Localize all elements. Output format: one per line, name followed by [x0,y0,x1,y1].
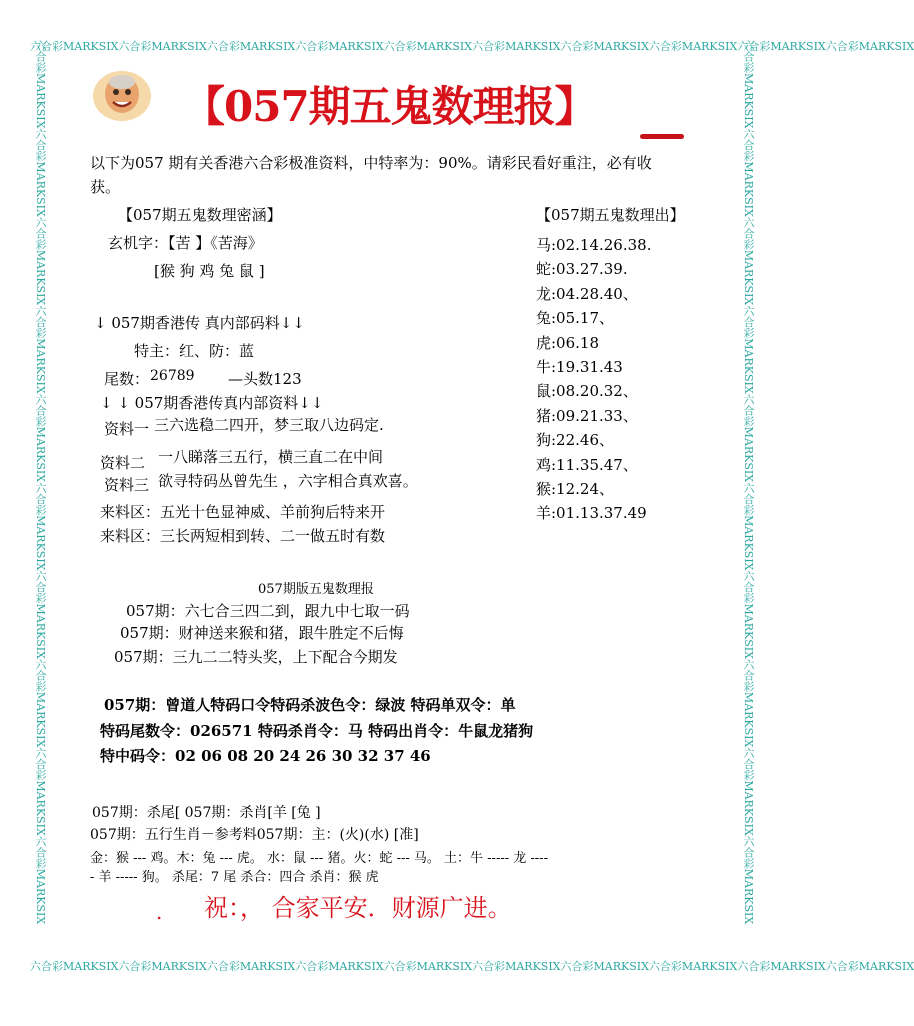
bottom-line-4: - 羊 ----- 狗。 杀尾：7 尾 杀合：四合 杀肖：猴 虎 [90,870,379,885]
zodiac-title: 【057期五鬼数理出】 [536,206,685,224]
border-right: 六合彩MARKSIX六合彩MARKSIX六合彩MARKSIX六合彩MARKSIX六合彩MARKSIX六合彩MARKSIX六合彩MARKSIX六合彩MARKSIX六合彩MARKSIX六合彩MARKSIX [742,40,755,925]
bold-line-2: 特码尾数令：026571 特码杀肖令：马 特码出肖令：牛鼠龙猪狗 [100,722,534,740]
meaning-title: 【057期五鬼数理密涵】 [118,206,282,224]
hk-title-2: ↓ ↓ 057期香港传真内部资料↓↓ [100,394,324,412]
zodiac-item: 羊:01.13.37.49 [536,504,647,523]
intro-line-2: 获。 [90,178,121,196]
bottom-line-1: 057期：杀尾[ 057期：杀肖[羊 [兔 ] [92,805,321,821]
xuanji-text: 玄机字：【苦 】《苦海》 [108,234,263,252]
ziliao3-label: 资料三 [104,476,150,494]
ziliao3-text: 欲寻特码丛曾先生 ，六字相合真欢喜。 [158,472,418,490]
ziliao2-label: 资料二 [100,454,146,472]
toushu-text: —头数123 [228,370,302,388]
zodiac-item: 猪:09.21.33、 [536,406,638,425]
zodiac-item: 虎:06.18 [536,333,599,352]
avatar [92,70,152,122]
laiyuan-line-2: 来料区：三长两短相到转、二一做五时有数 [100,527,386,545]
bottom-line-2: 057期：五行生肖－参考料057期：主：(火)(水) [准] [90,827,419,843]
zodiac-item: 鸡:11.35.47、 [536,455,638,474]
ziliao2-text: 一八睇落三五行，横三直二在中间 [158,448,384,466]
page-title: 【057期五鬼数理报】 [183,82,596,131]
tezhu-text: 特主：红、防：蓝 [134,342,255,360]
zodiac-item: 蛇:03.27.39. [536,260,628,279]
border-top: 六合彩MARKSIX六合彩MARKSIX六合彩MARKSIX六合彩MARKSIX六合彩MARKSIX六合彩MARKSIX六合彩MARKSIX六合彩MARKSIX六合彩MARKSIX六合彩MARKSIX [30,40,914,53]
zodiac-list [536,233,651,526]
laiyuan-line-1: 来料区：五光十色显神威、羊前狗后特来开 [100,503,386,521]
ziliao1-label: 资料一 [104,420,150,438]
ziliao1-text: 三六选稳二四开，梦三取八边码定. [154,416,384,434]
bold-line-1: 057期：曾道人特码口令特码杀波色令：绿波 特码单双令：单 [104,696,516,714]
intro-line-1: 以下为057 期有关香港六合彩极准资料，中特率为：90%。请彩民看好重注，必有收 [90,154,652,172]
zodiac-item: 猴:12.24、 [536,480,614,499]
zodiac-item: 龙:04.28.40、 [536,284,638,303]
middle-line-3: 057期：三九二二特头奖，上下配合今期发 [114,648,398,666]
zodiac-item: 马:02.14.26.38. [536,236,652,254]
middle-line-2: 057期：财神送来猴和猪，跟牛胜定不后悔 [120,624,404,642]
bold-line-3: 特中码令：02 06 08 20 24 26 30 32 37 46 [100,747,431,765]
blessing-text: 祝：， 合家平安．财源广进。 [204,894,512,922]
zodiac-item: 牛:19.31.43 [536,358,623,377]
zodiac-item: 兔:05.17、 [536,309,614,328]
section-subtitle: 057期版五鬼数理报 [258,582,374,597]
zodiac-item: 狗:22.46、 [536,431,614,450]
dot-mark: . [156,900,163,924]
border-left: 六合彩MARKSIX六合彩MARKSIX六合彩MARKSIX六合彩MARKSIX六合彩MARKSIX六合彩MARKSIX六合彩MARKSIX六合彩MARKSIX六合彩MARKSIX六合彩MARKSIX [34,40,47,925]
zodiac-item: 鼠:08.20.32、 [536,382,638,401]
border-bottom: 六合彩MARKSIX六合彩MARKSIX六合彩MARKSIX六合彩MARKSIX六合彩MARKSIX六合彩MARKSIX六合彩MARKSIX六合彩MARKSIX六合彩MARKSIX六合彩MARKSIX [30,960,914,973]
weishu-label: 尾数： [104,370,150,388]
decorative-line [640,134,684,139]
bottom-line-3: 金：猴 --- 鸡。木：兔 --- 虎。 水：鼠 --- 猪。火：蛇 --- 马。 土：牛 ----- 龙 ---- [90,851,548,866]
middle-line-1: 057期：六七合三四二到，跟九中七取一码 [126,602,410,620]
weishu-value: 26789 [150,368,195,384]
hk-title-1: ↓ 057期香港传 真内部码料↓↓ [94,314,305,332]
animals-text: [猴 狗 鸡 兔 鼠 ] [154,262,265,280]
